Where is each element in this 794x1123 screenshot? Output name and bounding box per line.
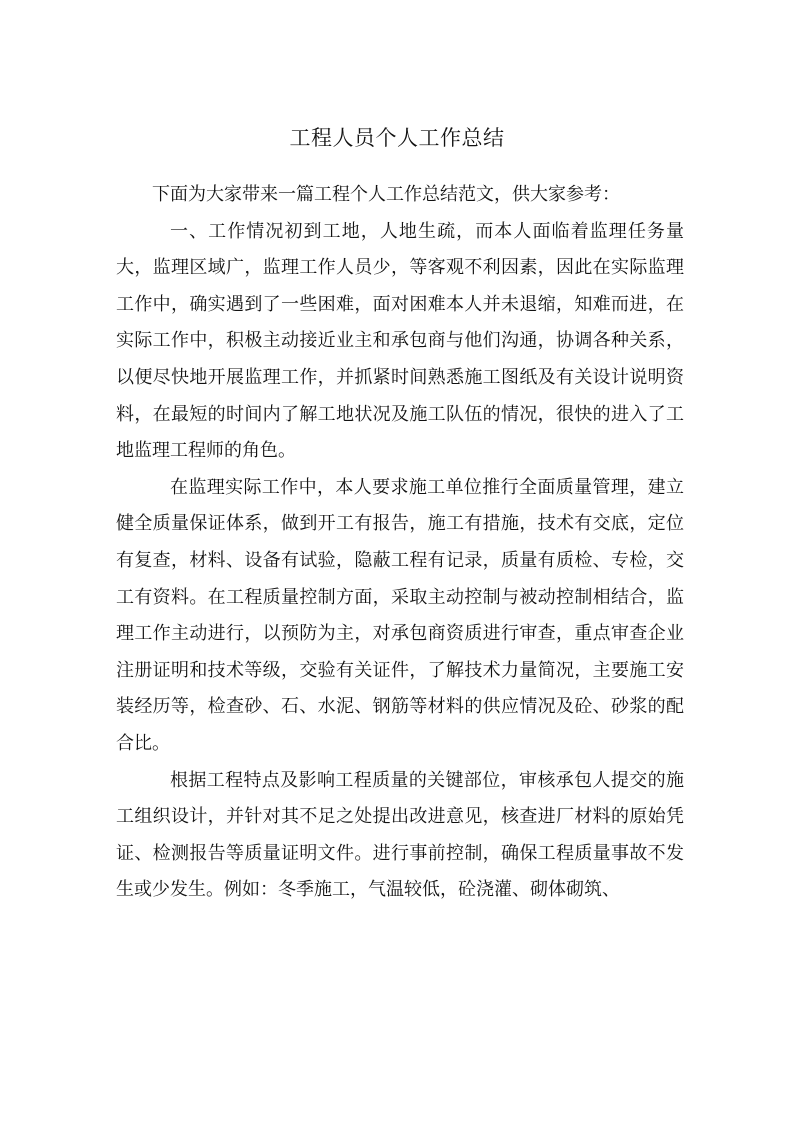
document-body bbox=[116, 177, 684, 909]
work-situation-paragraph: 一、工作情况初到工地，人地生疏，而本人面临着监理任务量大，监理区域广，监理工作人员少，等客观不利因素，因此在实际监理工作中，确实遇到了一些困难，面对困难本人并未退缩，知难而进，在实际工作中，积极主动接近业主和承包商与他们沟通，协调各种关系，以便尽快地开展监理工作，并抓紧时间熟悉施工图纸及有关设计说明资料，在最短的时间内了解工地状况及施工队伍的情况，很快的进入了工地监理工程师的角色。 bbox=[116, 220, 684, 462]
document-title: 工程人员个人工作总结 bbox=[289, 126, 505, 150]
quality-management-paragraph: 在监理实际工作中，本人要求施工单位推行全面质量管理，建立健全质量保证体系，做到开工有报告，施工有措施，技术有交底，定位有复查，材料、设备有试验，隐蔽工程有记录，质量有质检、专检，交工有资料。在工程质量控制方面，采取主动控制与被动控制相结合，监理工作主动进行，以预防为主，对承包商资质进行审查，重点审查企业注册证明和技术等级，交验有关证件，了解技术力量简况，主要施工安装经历等，检查砂、石、水泥、钢筋等材料的供应情况及砼、砂浆的配合比。 bbox=[116, 476, 684, 754]
intro-paragraph: 下面为大家带来一篇工程个人工作总结范文，供大家参考： bbox=[152, 184, 620, 205]
construction-control-paragraph: 根据工程特点及影响工程质量的关键部位，审核承包人提交的施工组织设计，并针对其不足之处提出改进意见，核查进厂材料的原始凭证、检测报告等质量证明文件。进行事前控制，确保工程质量事故不发生或少发生。例如：冬季施工，气温较低，砼浇灌、砌体砌筑、 bbox=[116, 769, 684, 901]
